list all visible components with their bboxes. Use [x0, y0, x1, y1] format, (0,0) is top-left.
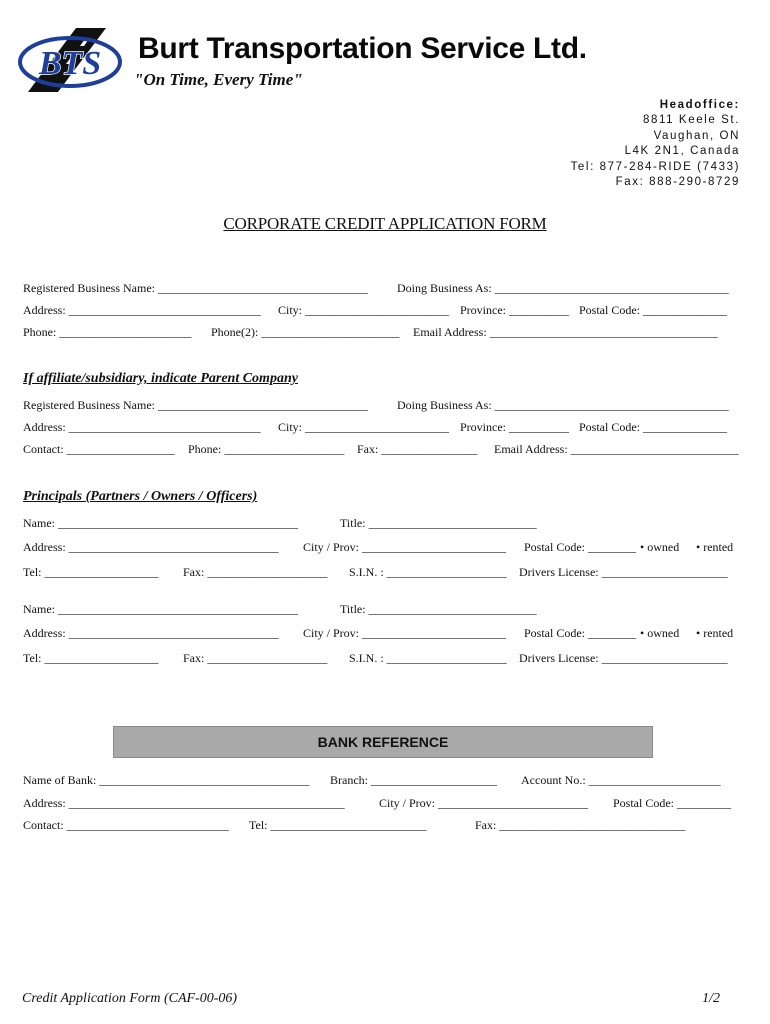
company-row-2	[23, 303, 748, 319]
company-name: Burt Transportation Service Ltd.	[138, 32, 587, 65]
bank-reference-banner	[113, 726, 653, 758]
office-tel: Tel: 877-284-RIDE (7433)	[570, 160, 740, 173]
office-city: Vaughan, ON	[653, 129, 740, 142]
company-logo	[18, 24, 130, 96]
parent-fax-field[interactable]: Fax: ________________	[357, 442, 478, 456]
principal-1-row-2	[23, 540, 748, 556]
company-slogan: "On Time, Every Time"	[134, 70, 303, 89]
principal-1-sin-field[interactable]: S.I.N. : ____________________	[349, 565, 507, 579]
bank-reference-heading: BANK REFERENCE	[317, 734, 449, 750]
office-postal: L4K 2N1, Canada	[624, 145, 740, 158]
parent-province-field[interactable]: Province: __________	[460, 420, 569, 434]
footer-page-number: 1/2	[702, 991, 720, 1006]
principal-2-license-field[interactable]: Drivers License: _____________________	[519, 651, 728, 665]
parent-postal-code-field[interactable]: Postal Code: ______________	[579, 420, 728, 434]
head-office-title: Headoffice:	[659, 99, 740, 111]
principal-2-name-field[interactable]: Name: ________________________________________	[23, 602, 298, 616]
bank-postal-field[interactable]: Postal Code: _________	[613, 796, 732, 810]
company-row-3	[23, 325, 748, 341]
principal-2-tel-field[interactable]: Tel: ___________________	[23, 651, 159, 665]
footer-form-id: Credit Application Form (CAF-00-06)	[22, 991, 238, 1006]
bank-row-2	[23, 796, 748, 812]
bank-address-field[interactable]: Address: ______________________________________________	[23, 796, 345, 810]
principal-1-rented-option[interactable]: • rented	[696, 540, 734, 554]
principal-1-title-field[interactable]: Title: ____________________________	[340, 516, 537, 530]
principal-1-row-3	[23, 565, 748, 581]
principal-2-sin-field[interactable]: S.I.N. : ____________________	[349, 651, 507, 665]
principal-2-row-1	[23, 602, 748, 618]
principal-2-fax-field[interactable]: Fax: ____________________	[183, 651, 328, 665]
office-street: 8811 Keele St.	[643, 114, 740, 127]
bank-fax-field[interactable]: Fax: _______________________________	[475, 818, 686, 832]
bank-branch-field[interactable]: Branch: _____________________	[330, 773, 497, 787]
principal-1-name-field[interactable]: Name: ________________________________________	[23, 516, 298, 530]
principal-1-postal-field[interactable]: Postal Code: ________	[524, 540, 637, 554]
parent-business-name-field[interactable]: Registered Business Name: ___________________________________	[23, 398, 368, 412]
parent-contact-field[interactable]: Contact: __________________	[23, 442, 175, 456]
principal-2-owned-option[interactable]: • owned	[640, 626, 680, 640]
principal-2-row-3	[23, 651, 748, 667]
bank-account-field[interactable]: Account No.: ______________________	[521, 773, 721, 787]
principal-1-license-field[interactable]: Drivers License: _____________________	[519, 565, 728, 579]
principal-2-title-field[interactable]: Title: ____________________________	[340, 602, 537, 616]
company-city-field[interactable]: City: ________________________	[278, 303, 450, 317]
parent-address-field[interactable]: Address: ________________________________	[23, 420, 261, 434]
company-province-field[interactable]: Province: __________	[460, 303, 569, 317]
bank-tel-field[interactable]: Tel: __________________________	[249, 818, 427, 832]
principal-1-tel-field[interactable]: Tel: ___________________	[23, 565, 159, 579]
company-phone2-field[interactable]: Phone(2): _______________________	[211, 325, 400, 339]
principal-1-owned-option[interactable]: • owned	[640, 540, 680, 554]
parent-row-2	[23, 420, 748, 436]
parent-company-heading: If affiliate/subsidiary, indicate Parent Company	[23, 371, 298, 386]
parent-city-field[interactable]: City: ________________________	[278, 420, 450, 434]
parent-row-1	[23, 398, 748, 414]
principal-2-rented-option[interactable]: • rented	[696, 626, 734, 640]
head-office-address	[571, 98, 740, 190]
company-row-1	[23, 281, 748, 297]
bank-name-field[interactable]: Name of Bank: ___________________________________	[23, 773, 310, 787]
logo-text: BTS	[38, 45, 102, 82]
parent-phone-field[interactable]: Phone: ____________________	[188, 442, 345, 456]
company-postal-code-field[interactable]: Postal Code: ______________	[579, 303, 728, 317]
office-fax: Fax: 888-290-8729	[615, 176, 740, 189]
bank-row-3	[23, 818, 748, 834]
company-email-field[interactable]: Email Address: ______________________________________	[413, 325, 718, 339]
principal-1-city-prov-field[interactable]: City / Prov: ________________________	[303, 540, 507, 554]
parent-email-field[interactable]: Email Address: ____________________________	[494, 442, 739, 456]
principal-1-row-1	[23, 516, 748, 532]
form-title: CORPORATE CREDIT APPLICATION FORM	[223, 214, 547, 233]
principal-2-address-field[interactable]: Address: ___________________________________	[23, 626, 279, 640]
principal-2-row-2	[23, 626, 748, 642]
principal-1-fax-field[interactable]: Fax: ____________________	[183, 565, 328, 579]
parent-dba-field[interactable]: Doing Business As: _______________________________________	[397, 398, 729, 412]
bank-city-prov-field[interactable]: City / Prov: _________________________	[379, 796, 589, 810]
company-phone-field[interactable]: Phone: ______________________	[23, 325, 192, 339]
company-dba-field[interactable]: Doing Business As: _______________________________________	[397, 281, 729, 295]
principal-2-postal-field[interactable]: Postal Code: ________	[524, 626, 637, 640]
principal-2-city-prov-field[interactable]: City / Prov: ________________________	[303, 626, 507, 640]
company-address-field[interactable]: Address: ________________________________	[23, 303, 261, 317]
bank-contact-field[interactable]: Contact: ___________________________	[23, 818, 229, 832]
parent-row-3	[23, 442, 748, 458]
bank-row-1	[23, 773, 748, 789]
principal-1-address-field[interactable]: Address: ___________________________________	[23, 540, 279, 554]
company-business-name-field[interactable]: Registered Business Name: ___________________________________	[23, 281, 368, 295]
principals-heading: Principals (Partners / Owners / Officers)	[23, 489, 258, 504]
